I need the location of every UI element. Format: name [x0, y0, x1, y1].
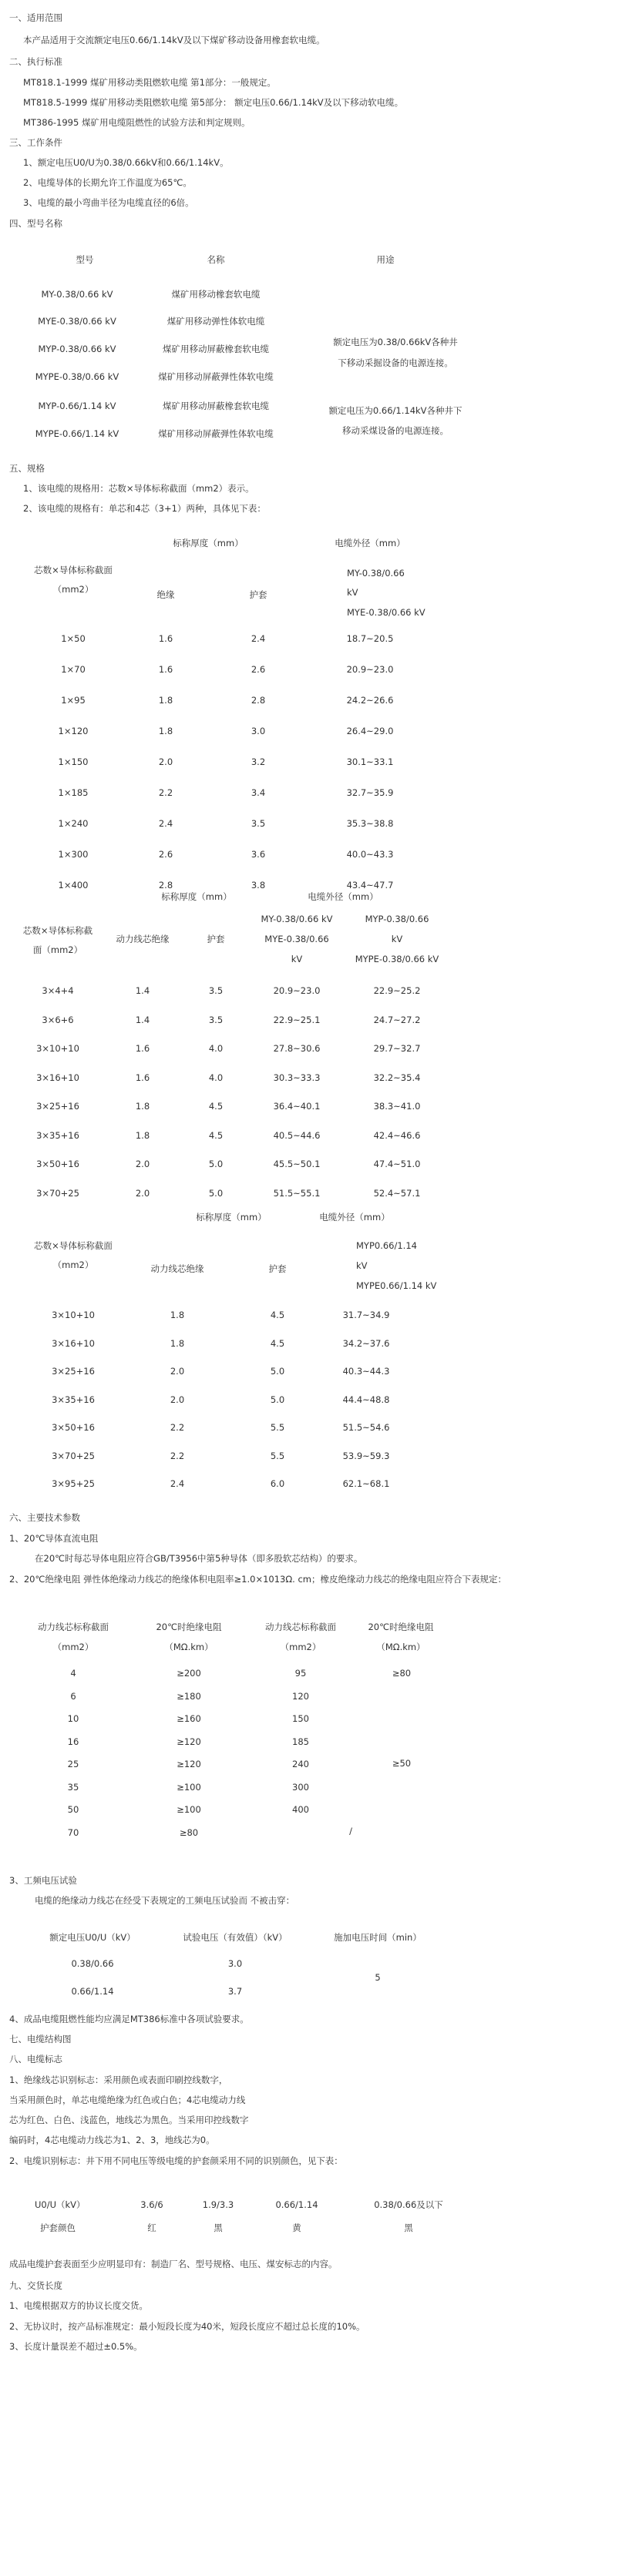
table-cell: 1×185	[58, 787, 89, 798]
table-cell: 3.0	[251, 726, 266, 736]
table-header: 动力线芯标称截面	[265, 1622, 336, 1632]
table-header: MYP0.66/1.14	[356, 1240, 417, 1251]
table-cell: 2.8	[158, 880, 173, 891]
list-item: 2、电缆导体的长期允许工作温度为65℃。	[23, 177, 192, 188]
table-cell: 45.5~50.1	[273, 1159, 321, 1169]
paragraph: 4、成品电缆阻燃性能均应满足MT386标准中各项试验要求。	[9, 2014, 249, 2024]
table-header: 护套	[268, 1263, 287, 1274]
table-cell: 2.2	[170, 1422, 185, 1433]
table-cell: 1.8	[135, 1129, 150, 1141]
table-cell: 3.2	[251, 756, 266, 767]
table-cell: 1.6	[135, 1043, 150, 1054]
table-header: （mm2）	[52, 1259, 94, 1270]
paragraph: 2、20℃绝缘电阻 弹性体绝缘动力线芯的绝缘体积电阻率≥1.0×1013Ω. cm；橡皮绝缘动力线芯的绝缘电阻应符合下表规定：	[9, 1574, 506, 1585]
table-cell: 3×10+10	[36, 1043, 79, 1054]
table-cell: 2.6	[251, 664, 266, 675]
table-header: 动力线芯标称截面	[38, 1622, 109, 1632]
table-header: MYPE0.66/1.14 kV	[356, 1280, 437, 1291]
table-header: 施加电压时间（min）	[334, 1932, 422, 1943]
name-cell: 煤矿用移动屏蔽橡套软电缆	[163, 401, 269, 411]
section-heading-scope: 一、适用范围	[9, 12, 62, 23]
table-cell: 20.9~23.0	[346, 664, 394, 675]
section-heading-marking: 八、电缆标志	[9, 2054, 62, 2064]
table-cell: 0.66/1.14	[71, 1986, 114, 1997]
table-cell: 4.5	[270, 1337, 285, 1349]
table-cell: 32.7~35.9	[346, 787, 394, 798]
paragraph: 芯为红色、白色、浅蓝色，地线芯为黑色。当采用印控线数字	[9, 2115, 249, 2125]
table-cell: 1×300	[58, 849, 89, 860]
table-cell: 1.6	[135, 1072, 150, 1083]
table-cell: 2.0	[170, 1394, 185, 1405]
table-cell: 2.6	[158, 849, 173, 860]
table-cell: 3×95+25	[52, 1478, 95, 1489]
table-cell: 24.7~27.2	[373, 1014, 421, 1025]
table-header: MYPE-0.38/0.66 kV	[355, 954, 439, 964]
table-cell: 1×95	[61, 695, 86, 706]
paragraph: 1、绝缘线芯识别标志：采用颜色或表面印刷控线数字，	[9, 2075, 228, 2085]
table-cell: 1.6	[158, 633, 173, 644]
table-cell: ≥120	[177, 1736, 201, 1747]
table-header: kV	[356, 1260, 368, 1271]
table-cell: 0.66/1.14	[275, 2199, 318, 2210]
table-cell: 4.5	[208, 1101, 224, 1112]
table-header: 绝缘	[156, 589, 175, 600]
model-cell: MYP-0.38/0.66 kV	[38, 344, 116, 354]
table-cell: ≥120	[177, 1759, 201, 1769]
table-header: MY-0.38/0.66	[347, 568, 405, 579]
table-header: kV	[347, 587, 358, 598]
model-cell: MYE-0.38/0.66 kV	[38, 316, 116, 327]
table-cell: 1×50	[61, 633, 86, 644]
section-heading-params: 六、主要技术参数	[9, 1512, 80, 1523]
model-cell: MY-0.38/0.66 kV	[41, 289, 113, 300]
table-cell: 3×70+25	[52, 1450, 95, 1461]
table-cell: 4	[70, 1668, 76, 1679]
table-header: 名称	[207, 254, 225, 265]
table-cell: 6	[70, 1690, 76, 1702]
table-cell: 3×50+16	[36, 1159, 79, 1169]
table-cell: 50	[67, 1804, 79, 1815]
table-cell: 3.6	[251, 849, 266, 860]
table-cell: 1.8	[158, 726, 173, 736]
table-cell: ≥50	[392, 1758, 412, 1769]
table-cell: 5.0	[270, 1394, 285, 1405]
table-cell: 1.8	[158, 695, 173, 706]
table-cell: 22.9~25.2	[373, 985, 421, 996]
model-cell: MYP-0.66/1.14 kV	[38, 401, 116, 411]
table-cell: 3×16+10	[52, 1337, 95, 1349]
model-cell: MYPE-0.38/0.66 kV	[35, 371, 119, 382]
table-header: 型号	[76, 254, 94, 265]
table-cell: 3×10+10	[52, 1310, 95, 1320]
paragraph: 3、工频电压试验	[9, 1875, 77, 1886]
table-cell: 20.9~23.0	[273, 985, 321, 996]
table-cell: 5.5	[270, 1422, 285, 1433]
use-cell: 下移动采掘设备的电源连接。	[338, 357, 453, 368]
table-cell: 3×6+6	[42, 1014, 74, 1025]
table-header: 电缆外径（mm）	[308, 891, 378, 902]
model-cell: MYPE-0.66/1.14 kV	[35, 428, 119, 439]
table-cell: ≥180	[177, 1690, 201, 1702]
table-header: 芯数×导体标称截	[22, 925, 93, 936]
section-heading-delivery: 九、交货长度	[9, 2280, 62, 2291]
table-header: kV	[291, 954, 303, 964]
table-header: 动力线芯绝缘	[150, 1263, 204, 1274]
table-cell: 3×50+16	[52, 1422, 95, 1433]
table-cell: 0.38/0.66	[71, 1958, 114, 1969]
table-cell: 3×25+16	[52, 1366, 95, 1377]
table-cell: 2.0	[170, 1366, 185, 1377]
section-heading-structure: 七、电缆结构图	[9, 2034, 72, 2044]
table-header: 额定电压U0/U（kV）	[49, 1932, 136, 1943]
table-cell: 2.4	[170, 1478, 185, 1489]
table-cell: 黑	[214, 2222, 223, 2233]
table-cell: 0.38/0.66及以下	[374, 2199, 443, 2210]
table-cell: 2.2	[158, 787, 173, 798]
table-cell: 51.5~54.6	[342, 1422, 390, 1433]
table-cell: 1.8	[170, 1337, 185, 1349]
table-cell: 1×150	[58, 756, 89, 767]
section-heading-specs: 五、规格	[9, 463, 45, 474]
table-cell: 2.2	[170, 1450, 185, 1461]
table-cell: 2.8	[251, 695, 266, 706]
table-cell: 1×70	[61, 664, 86, 675]
list-item: 1、电缆根据双方的协议长度交货。	[9, 2300, 148, 2311]
table-cell: 2.0	[135, 1187, 150, 1199]
table-header: （MΩ.km）	[164, 1642, 214, 1652]
table-cell: 29.7~32.7	[373, 1043, 421, 1054]
table-header: kV	[391, 934, 403, 944]
table-cell: 43.4~47.7	[346, 880, 394, 891]
table-cell: 52.4~57.1	[373, 1187, 421, 1199]
table-cell: 35	[67, 1781, 79, 1793]
table-cell: 34.2~37.6	[342, 1337, 390, 1349]
table-header: MYE-0.38/0.66	[264, 934, 329, 944]
table-cell: 4.0	[208, 1043, 224, 1054]
section-heading-models: 四、型号名称	[9, 218, 62, 229]
table-cell: 53.9~59.3	[342, 1450, 390, 1461]
table-cell: 31.7~34.9	[342, 1310, 390, 1320]
name-cell: 煤矿用移动屏蔽弹性体软电缆	[158, 371, 274, 382]
name-cell: 煤矿用移动橡套软电缆	[171, 289, 261, 300]
list-item: 3、长度计量误差不超过±0.5%。	[9, 2341, 143, 2352]
table-header: 标称厚度（mm）	[161, 891, 232, 902]
paragraph: 本产品适用于交流额定电压0.66/1.14kV及以下煤矿移动设备用橡套软电缆。	[23, 35, 325, 45]
table-cell: 18.7~20.5	[346, 633, 394, 644]
table-cell: 36.4~40.1	[273, 1101, 321, 1112]
table-cell: 62.1~68.1	[342, 1478, 390, 1489]
table-cell: 240	[292, 1759, 309, 1769]
table-cell: /	[349, 1826, 352, 1836]
table-cell: ≥80	[179, 1826, 199, 1838]
name-cell: 煤矿用移动屏蔽弹性体软电缆	[158, 428, 274, 439]
table-header: MY-0.38/0.66 kV	[261, 914, 333, 924]
table-header: （mm2）	[52, 1642, 94, 1652]
table-cell: 40.0~43.3	[346, 849, 394, 860]
section-heading-conditions: 三、工作条件	[9, 137, 62, 148]
table-header: 试验电压（有效值）（kV）	[183, 1932, 288, 1943]
table-cell: 3.5	[208, 985, 224, 996]
table-cell: 95	[294, 1668, 307, 1679]
table-cell: 16	[67, 1736, 79, 1747]
table-cell: 44.4~48.8	[342, 1394, 390, 1405]
table-cell: 黄	[292, 2222, 301, 2233]
table-cell: ≥80	[392, 1668, 412, 1679]
table-cell: 3.8	[251, 880, 266, 891]
table-cell: 3.5	[208, 1014, 224, 1025]
table-header: 护套	[249, 589, 267, 600]
table-cell: 30.3~33.3	[273, 1072, 321, 1083]
table-cell: 1.4	[135, 1014, 150, 1025]
paragraph: 2、电缆识别标志：井下用不同电压等级电缆的护套颜采用不同的识别颜色，见下表：	[9, 2155, 343, 2166]
list-item: 1、该电缆的规格用：芯数×导体标称截面（mm2）表示。	[23, 483, 254, 494]
table-header: 标称厚度（mm）	[196, 1212, 267, 1223]
table-header: 芯数×导体标称截面	[34, 1240, 113, 1251]
table-cell: 3×16+10	[36, 1072, 79, 1083]
table-cell: 5.0	[208, 1187, 224, 1199]
table-cell: 32.2~35.4	[373, 1072, 421, 1083]
table-cell: 6.0	[270, 1478, 285, 1489]
table-cell: 51.5~55.1	[273, 1187, 321, 1199]
table-cell: ≥100	[177, 1781, 201, 1793]
table-cell: 1×240	[58, 818, 89, 829]
table-cell: ≥160	[177, 1713, 201, 1724]
table-cell: 1.8	[170, 1310, 185, 1320]
table-cell: 5.0	[208, 1159, 224, 1169]
table-cell: 10	[67, 1713, 79, 1724]
use-cell: 额定电压为0.66/1.14kV各种井下	[328, 405, 462, 416]
table-header: 电缆外径（mm）	[335, 538, 405, 548]
table-cell: 3.5	[251, 818, 266, 829]
table-cell: 42.4~46.6	[373, 1129, 421, 1141]
table-cell: 3×35+16	[36, 1129, 79, 1141]
table-cell: 1×400	[58, 880, 89, 891]
paragraph: 当采用颜色时，单芯电缆绝缘为红色或白色；4芯电缆动力线	[9, 2095, 246, 2105]
table-cell: 1.8	[135, 1101, 150, 1112]
table-cell: 1.4	[135, 985, 150, 996]
paragraph: 电缆的绝缘动力线芯在经受下表规定的工频电压试验而 不被击穿：	[35, 1895, 295, 1906]
table-cell: 4.5	[270, 1310, 285, 1320]
table-cell: 3.6/6	[140, 2199, 163, 2210]
list-item: MT818.1-1999 煤矿用移动类阻燃软电缆 第1部分：一般规定。	[23, 77, 276, 88]
table-cell: 红	[147, 2222, 156, 2233]
table-header: MYP-0.38/0.66	[365, 914, 429, 924]
table-header: （MΩ.km）	[376, 1642, 426, 1652]
table-cell: 300	[292, 1781, 309, 1793]
list-item: 1、额定电压U0/U为0.38/0.66kV和0.66/1.14kV。	[23, 157, 229, 168]
table-cell: 3×4+4	[42, 985, 74, 996]
table-cell: 1.6	[158, 664, 173, 675]
table-cell: 38.3~41.0	[373, 1101, 421, 1112]
table-cell: 护套颜色	[40, 2222, 76, 2233]
table-cell: 2.0	[135, 1159, 150, 1169]
table-header: 用途	[376, 254, 395, 265]
paragraph: 在20℃时每芯导体电阻应符合GB/T3956中第5种导体（即多股软芯结构）的要求。	[35, 1553, 363, 1564]
table-cell: 1×120	[58, 726, 89, 736]
table-header: 电缆外径（mm）	[319, 1212, 390, 1223]
table-cell: 40.5~44.6	[273, 1129, 321, 1141]
table-cell: U0/U（kV）	[35, 2199, 86, 2210]
table-header: （mm2）	[52, 584, 94, 595]
table-cell: 70	[67, 1826, 79, 1838]
use-cell: 移动采煤设备的电源连接。	[342, 425, 449, 436]
table-cell: 3.4	[251, 787, 266, 798]
table-header: 芯数×导体标称截面	[34, 565, 113, 575]
table-cell: 2.4	[251, 633, 266, 644]
paragraph: 1、20℃导体直流电阻	[9, 1533, 99, 1544]
table-cell: 3.7	[227, 1986, 243, 1997]
table-cell: 24.2~26.6	[346, 695, 394, 706]
name-cell: 煤矿用移动弹性体软电缆	[166, 316, 265, 327]
table-cell: 185	[292, 1736, 309, 1747]
list-item: 2、无协议时，按产品标准规定：最小短段长度为40米，短段长度应不超过总长度的10%。	[9, 2321, 365, 2332]
table-header: 护套	[207, 934, 225, 944]
table-header: 20℃时绝缘电阻	[368, 1622, 434, 1632]
table-cell: 400	[292, 1804, 309, 1815]
name-cell: 煤矿用移动屏蔽橡套软电缆	[163, 344, 269, 354]
table-cell: 5.0	[270, 1366, 285, 1377]
paragraph: 成品电缆护套表面至少应明显印有：制造厂名、型号规格、电压、煤安标志的内容。	[9, 2259, 338, 2269]
table-cell: 2.4	[158, 818, 173, 829]
table-cell: 1.9/3.3	[202, 2199, 234, 2210]
table-header: 动力线芯绝缘	[116, 934, 170, 944]
table-header: MYE-0.38/0.66 kV	[347, 607, 426, 618]
table-cell: 4.5	[208, 1129, 224, 1141]
use-cell: 额定电压为0.38/0.66kV各种井	[333, 337, 458, 347]
list-item: MT818.5-1999 煤矿用移动类阻燃软电缆 第5部分： 额定电压0.66/1.14kV及以下移动软电缆。	[23, 97, 404, 108]
table-cell: 35.3~38.8	[346, 818, 394, 829]
table-cell: 40.3~44.3	[342, 1366, 390, 1377]
table-cell: 5	[375, 1972, 381, 1983]
table-cell: 120	[292, 1690, 309, 1702]
table-cell: 黑	[404, 2222, 413, 2233]
table-header: 标称厚度（mm）	[173, 538, 244, 548]
table-cell: 3×25+16	[36, 1101, 79, 1112]
table-cell: ≥200	[177, 1668, 201, 1679]
table-header: 20℃时绝缘电阻	[156, 1622, 222, 1632]
table-cell: ≥100	[177, 1804, 201, 1815]
table-header: 面（mm2）	[32, 944, 83, 955]
list-item: MT386-1995 煤矿用电缆阻燃性的试验方法和判定规则。	[23, 117, 251, 128]
table-cell: 30.1~33.1	[346, 756, 394, 767]
list-item: 3、电缆的最小弯曲半径为电缆直径的6倍。	[23, 197, 194, 208]
section-heading-standards: 二、执行标准	[9, 56, 62, 67]
table-cell: 3×70+25	[36, 1187, 79, 1199]
table-cell: 4.0	[208, 1072, 224, 1083]
table-cell: 5.5	[270, 1450, 285, 1461]
list-item: 2、该电缆的规格有：单芯和4芯（3+1）两种，具体见下表：	[23, 503, 266, 514]
table-cell: 3.0	[227, 1958, 243, 1969]
table-cell: 3×35+16	[52, 1394, 95, 1405]
table-header: （mm2）	[280, 1642, 321, 1652]
table-cell: 27.8~30.6	[273, 1043, 321, 1054]
table-cell: 26.4~29.0	[346, 726, 394, 736]
table-cell: 47.4~51.0	[373, 1159, 421, 1169]
paragraph: 编码时，4芯电缆动力线芯为1、2、3，地线芯为0。	[9, 2135, 215, 2145]
table-cell: 2.0	[158, 756, 173, 767]
table-cell: 25	[67, 1759, 79, 1769]
table-cell: 22.9~25.1	[273, 1014, 321, 1025]
table-cell: 150	[292, 1713, 309, 1724]
